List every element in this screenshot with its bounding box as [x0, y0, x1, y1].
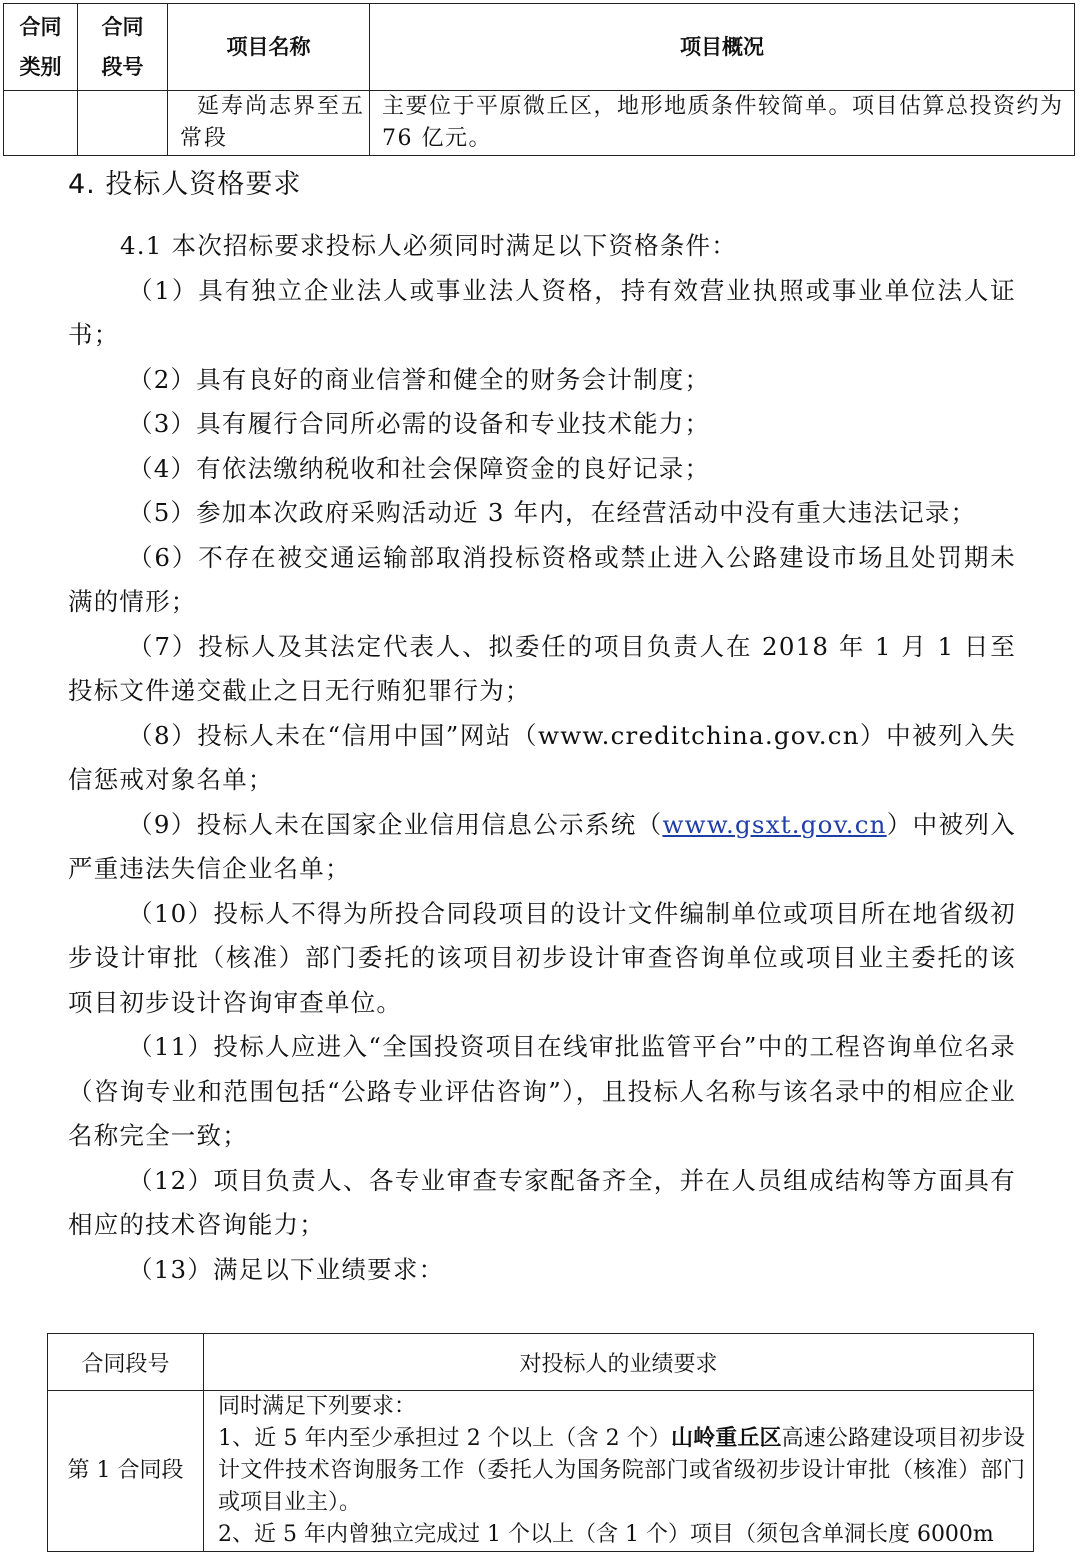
cell-requirement	[204, 1391, 1034, 1552]
requirement-item: （8）投标人未在“信用中国”网站（www.creditchina.gov.cn）中被列入失信惩戒对象名单；	[68, 720, 1016, 794]
cell-project-overview: 主要位于平原微丘区，地形地质条件较简单。项目估算总投资约为 76 亿元。	[370, 91, 1075, 156]
table-row	[4, 91, 1075, 156]
requirement-item: （13）满足以下业绩要求：	[128, 1254, 445, 1284]
cell-contract-segment	[78, 91, 168, 156]
header-contract-type: 合同 类别	[4, 4, 78, 91]
section-title: 4. 投标人资格要求	[68, 169, 302, 200]
req-item-1: 1、近 5 年内至少承担过 2 个以上（含 2 个）山岭重丘区高速公路建设项目初步设计文件技术咨询服务工作（委托人为国务院部门或省级初步设计审批（核准）部门或项目业主）。	[218, 1426, 1025, 1515]
performance-requirements-table	[47, 1333, 1034, 1552]
requirement-item: （9）投标人未在国家企业信用信息公示系统（www.gsxt.gov.cn）中被列入严重违法失信企业名单；	[68, 809, 1016, 883]
header-project-overview: 项目概况	[370, 4, 1075, 91]
requirement-item: （12）项目负责人、各专业审查专家配备齐全，并在人员组成结构等方面具有相应的技术咨询能力；	[68, 1165, 1016, 1239]
table-row	[48, 1391, 1034, 1552]
requirement-item: （2）具有良好的商业信誉和健全的财务会计制度；	[128, 364, 711, 394]
qualification-requirements	[68, 224, 1016, 1292]
table-header-row	[4, 4, 1075, 91]
req-item-2: 2、近 5 年内曾独立完成过 1 个以上（含 1 个）项目（须包含单洞长度 6000m	[218, 1522, 994, 1547]
cell-project-name: 延寿尚志界至五 常段	[168, 91, 370, 156]
requirement-item: （4）有依法缴纳税收和社会保障资金的良好记录；	[128, 453, 711, 483]
gsxt-link[interactable]: www.gsxt.gov.cn	[662, 809, 887, 839]
cell-contract-type	[4, 91, 78, 156]
requirement-item: （10）投标人不得为所投合同段项目的设计文件编制单位或项目所在地省级初步设计审批（核准）部门委托的该项目初步设计审查咨询单位或项目业主委托的该项目初步设计咨询审查单位。	[68, 898, 1016, 1017]
requirement-item: （6）不存在被交通运输部取消投标资格或禁止进入公路建设市场且处罚期未满的情形；	[68, 542, 1016, 616]
req-intro: 同时满足下列要求：	[218, 1394, 417, 1419]
requirement-item: （3）具有履行合同所必需的设备和专业技术能力；	[128, 409, 711, 438]
requirement-item: （1）具有独立企业法人或事业法人资格，持有效营业执照或事业单位法人证书；	[68, 275, 1016, 349]
requirement-item: （7）投标人及其法定代表人、拟委任的项目负责人在 2018 年 1 月 1 日至投标文件递交截止之日无行贿犯罪行为；	[68, 631, 1016, 705]
requirements-intro: 4.1 本次招标要求投标人必须同时满足以下资格条件：	[120, 231, 737, 260]
cell-segment: 第 1 合同段	[48, 1391, 204, 1552]
header-contract-segment: 合同 段号	[78, 4, 168, 91]
project-overview-table	[3, 3, 1075, 156]
header-segment: 合同段号	[48, 1334, 204, 1391]
header-project-name: 项目名称	[168, 4, 370, 91]
requirement-item: （5）参加本次政府采购活动近 3 年内，在经营活动中没有重大违法记录；	[128, 498, 977, 527]
requirement-item: （11）投标人应进入“全国投资项目在线审批监管平台”中的工程咨询单位名录（咨询专业和范围包括“公路专业评估咨询”），且投标人名称与该名录中的相应企业名称完全一致；	[68, 1032, 1016, 1150]
header-requirement: 对投标人的业绩要求	[204, 1334, 1034, 1391]
table-header-row	[48, 1334, 1034, 1391]
